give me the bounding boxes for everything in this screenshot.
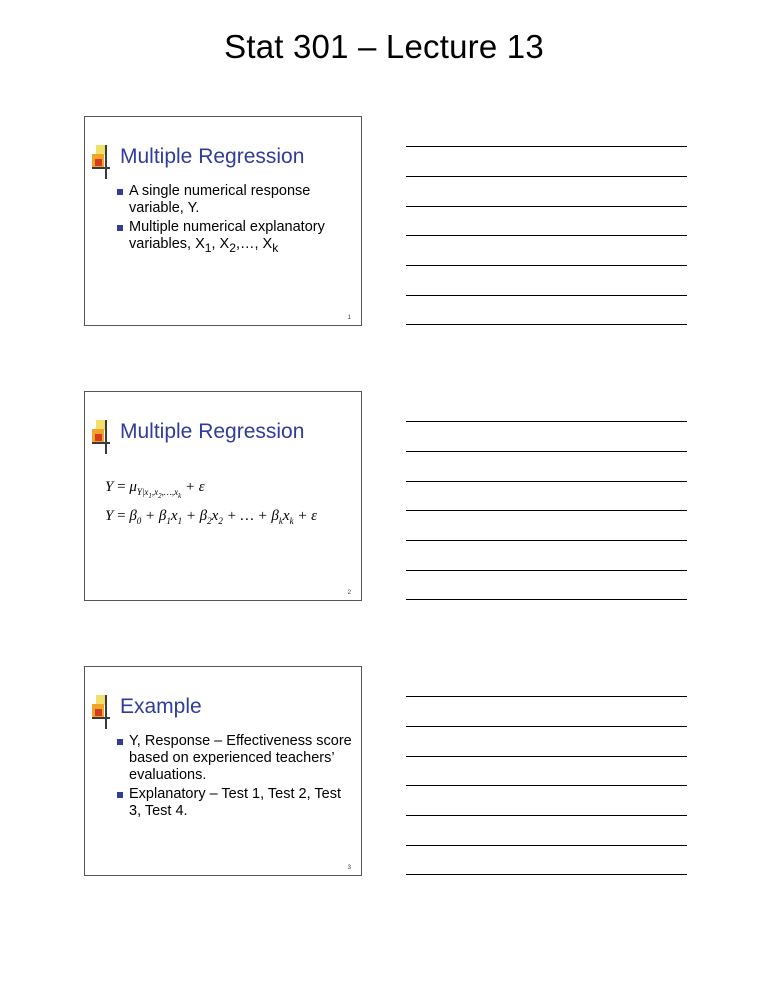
slide-logo-icon (92, 145, 110, 179)
note-line (406, 815, 687, 816)
formula-conditional-mean: $Y = \mu_{Y|x_1,x_2,\dots,x_k} + \varepsilon$ (105, 479, 205, 500)
bullet-list (117, 733, 353, 822)
slide-title: Multiple Regression (120, 420, 305, 443)
slide-logo-icon (92, 420, 110, 454)
note-line (406, 510, 687, 511)
note-line (406, 726, 687, 727)
note-line (406, 265, 687, 266)
bullet-item: Explanatory – Test 1, Test 2, Test 3, Test 4. (117, 786, 353, 820)
note-line (406, 570, 687, 571)
note-line (406, 696, 687, 697)
note-line (406, 235, 687, 236)
slide-logo-icon (92, 695, 110, 729)
bullet-item: Multiple numerical explanatory variables, $X_1$, $X_2,\dots$, $X_k$ (117, 219, 353, 257)
slide-title: Multiple Regression (120, 145, 305, 168)
slide-title: Example (120, 695, 202, 718)
note-line (406, 451, 687, 452)
slide-1 (84, 116, 362, 326)
bullet-list (117, 183, 353, 259)
slide-2 (84, 391, 362, 601)
slide-3 (84, 666, 362, 876)
bullet-item: Y, Response – Effectiveness score based on experienced teachers’ evaluations. (117, 733, 353, 784)
note-line (406, 785, 687, 786)
bullet-item: A single numerical response variable, Y. (117, 183, 353, 217)
note-line (406, 756, 687, 757)
slide-number: 2 (347, 590, 351, 596)
note-line (406, 845, 687, 846)
note-line (406, 874, 687, 875)
note-line (406, 295, 687, 296)
formula-linear-model: $Y = \beta_0 + \beta_1x_1 + \beta_2x_2$ + … + $\beta_kx_k + \varepsilon$ (105, 508, 318, 526)
note-line (406, 599, 687, 600)
page-title: Stat 301 – Lecture 13 (224, 28, 544, 65)
note-line (406, 481, 687, 482)
note-line (406, 206, 687, 207)
note-line (406, 176, 687, 177)
slide-number: 1 (347, 315, 351, 321)
note-line (406, 324, 687, 325)
note-line (406, 421, 687, 422)
note-line (406, 540, 687, 541)
note-line (406, 146, 687, 147)
slide-number: 3 (347, 865, 351, 871)
